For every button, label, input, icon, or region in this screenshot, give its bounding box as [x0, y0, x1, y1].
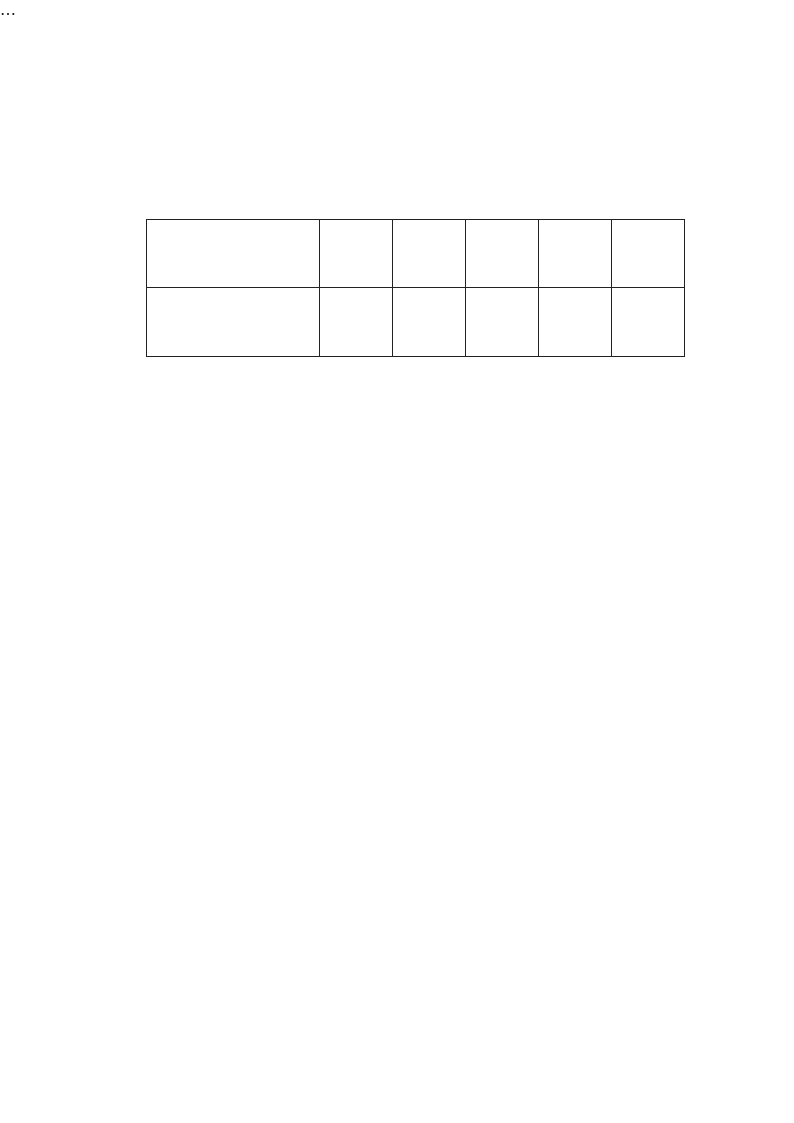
table-cell [320, 220, 393, 288]
table-cell [466, 220, 539, 288]
table-row-label [147, 288, 320, 357]
table-cell [612, 288, 685, 357]
table-cell [393, 220, 466, 288]
flow-velocity-table [146, 219, 685, 357]
table-cell [393, 288, 466, 357]
table-row-label [147, 220, 320, 288]
table-cell [539, 220, 612, 288]
table-cell [466, 288, 539, 357]
table-cell [320, 288, 393, 357]
table-cell [539, 288, 612, 357]
table-cell [612, 220, 685, 288]
